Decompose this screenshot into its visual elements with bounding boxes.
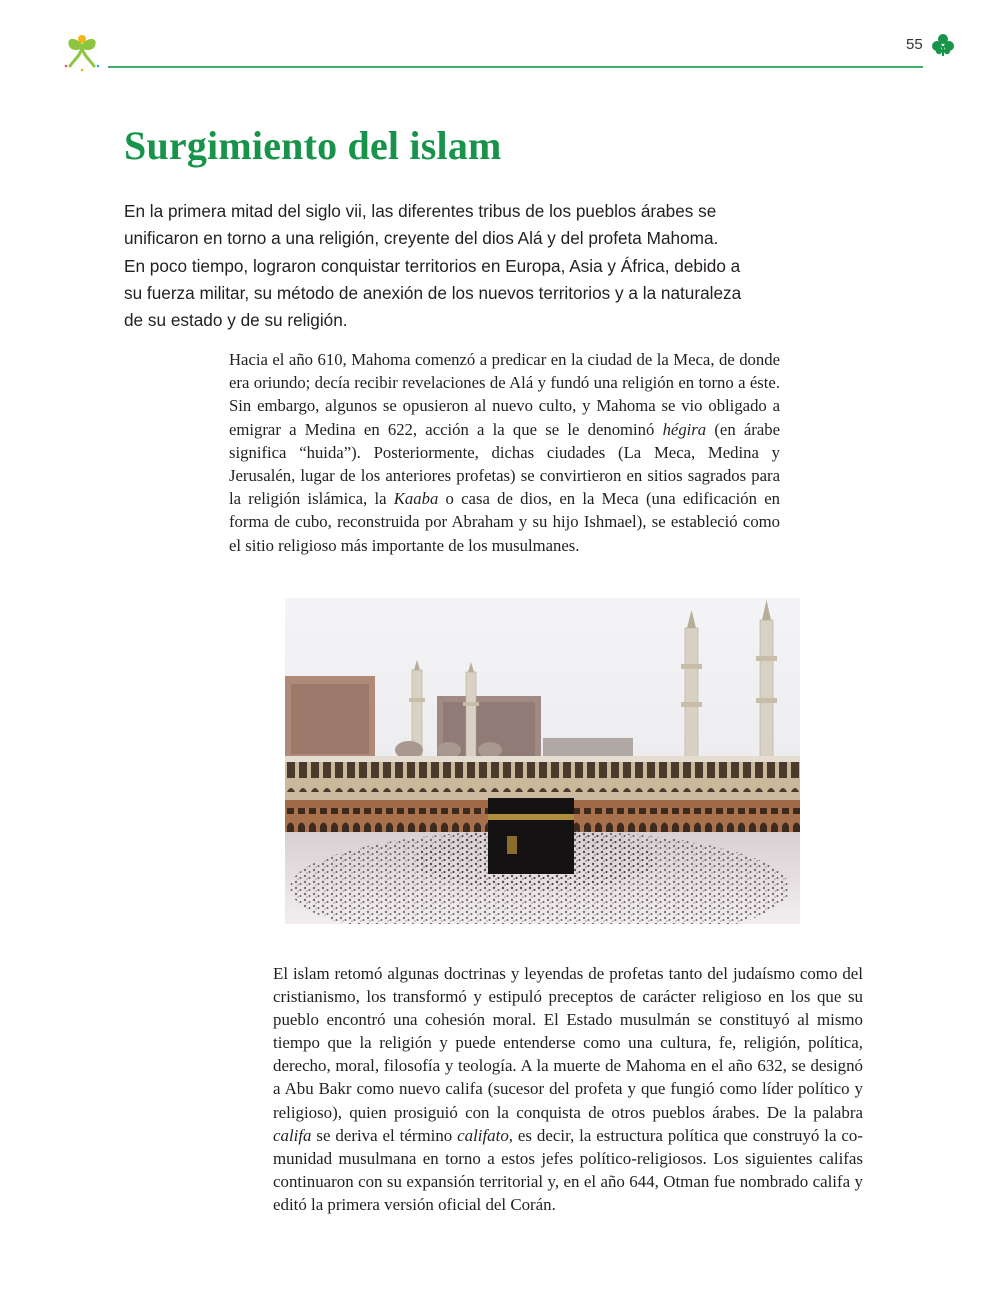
para2-text-e: , es decir, la estructura política que construyó la comunidad musulmana en torno a estos jefes político-religiosos. Los siguientes califas continuaron con su expansión territorial y, en el año 644, Otman fue nombrado califa y editó la primera versión oficial del Corán. <box>273 1125 863 1214</box>
term-hegira: hégira <box>662 419 707 439</box>
para1-text-e: o casa de dios, en la Meca (una edificación en forma de cubo, reconstruida por Abraham y su hijo Ishmael), se estableció como el sitio religioso más importante de los musulmanes. <box>229 489 780 555</box>
term-califa: califa <box>273 1125 312 1145</box>
para1-text-c: (en árabe significa “huida”). Posteriormente, dichas ciudades (La Meca, Medina y Jerusalén, lugar de los anteriores profetas) se convirtieron en sitios sagrados para la religión islámica, la <box>229 419 780 509</box>
page-title: Surgimiento del islam <box>124 123 502 168</box>
kaaba-photo <box>285 598 800 924</box>
page-number: 55 <box>906 36 923 53</box>
flower-figure-logo-icon <box>60 30 104 74</box>
header-rule <box>108 66 923 68</box>
clover-icon <box>930 32 956 58</box>
para2-text-c: se deriva el término <box>311 1125 458 1145</box>
intro-paragraph: En la primera mitad del siglo vii, las diferentes tribus de los pueblos árabes se unificaron en torno a una religión, creyente del dios Alá y del profeta Mahoma. En poco tiempo, lograron conquistar territorios en Europa, Asia y África, debido a su fuerza militar, su método de anexión de los nuevos territorios y a la naturaleza de su estado y de su religión. <box>124 201 742 331</box>
para2-text-a: El islam retomó algunas doctrinas y leyendas de profetas tanto del judaísmo como del cristianismo, los transformó y estipuló preceptos de carácter religioso en los que su pueblo encontró una cohesión moral. El Estado musulmán se constituyó al mismo tiempo que la religión y puede entenderse como una cultura, fe, religión, política, derecho, moral, filosofía y teología. A la muerte de Mahoma en el año 632, se designó a Abu Bakr como nuevo califa (sucesor del profeta y que fungió como líder político y religioso), quien prosiguió con la conquista de otros pueblos árabes. De la palabra <box>273 964 863 1122</box>
term-califato: califato <box>457 1125 509 1145</box>
body-paragraph-1 <box>229 348 780 557</box>
para1-text-a: Hacia el año 610, Mahoma comenzó a predicar en la ciudad de la Meca, de donde era oriundo; decía recibir revelaciones de Alá y fundó una religión en torno a éste. Sin embargo, algunos se opusieron al nuevo culto, y Mahoma se vio obligado a emigrar a Medina en 622, acción a la que se le denominó <box>229 350 780 439</box>
body-paragraph-2 <box>273 962 863 1216</box>
term-kaaba: Kaaba <box>393 489 439 509</box>
